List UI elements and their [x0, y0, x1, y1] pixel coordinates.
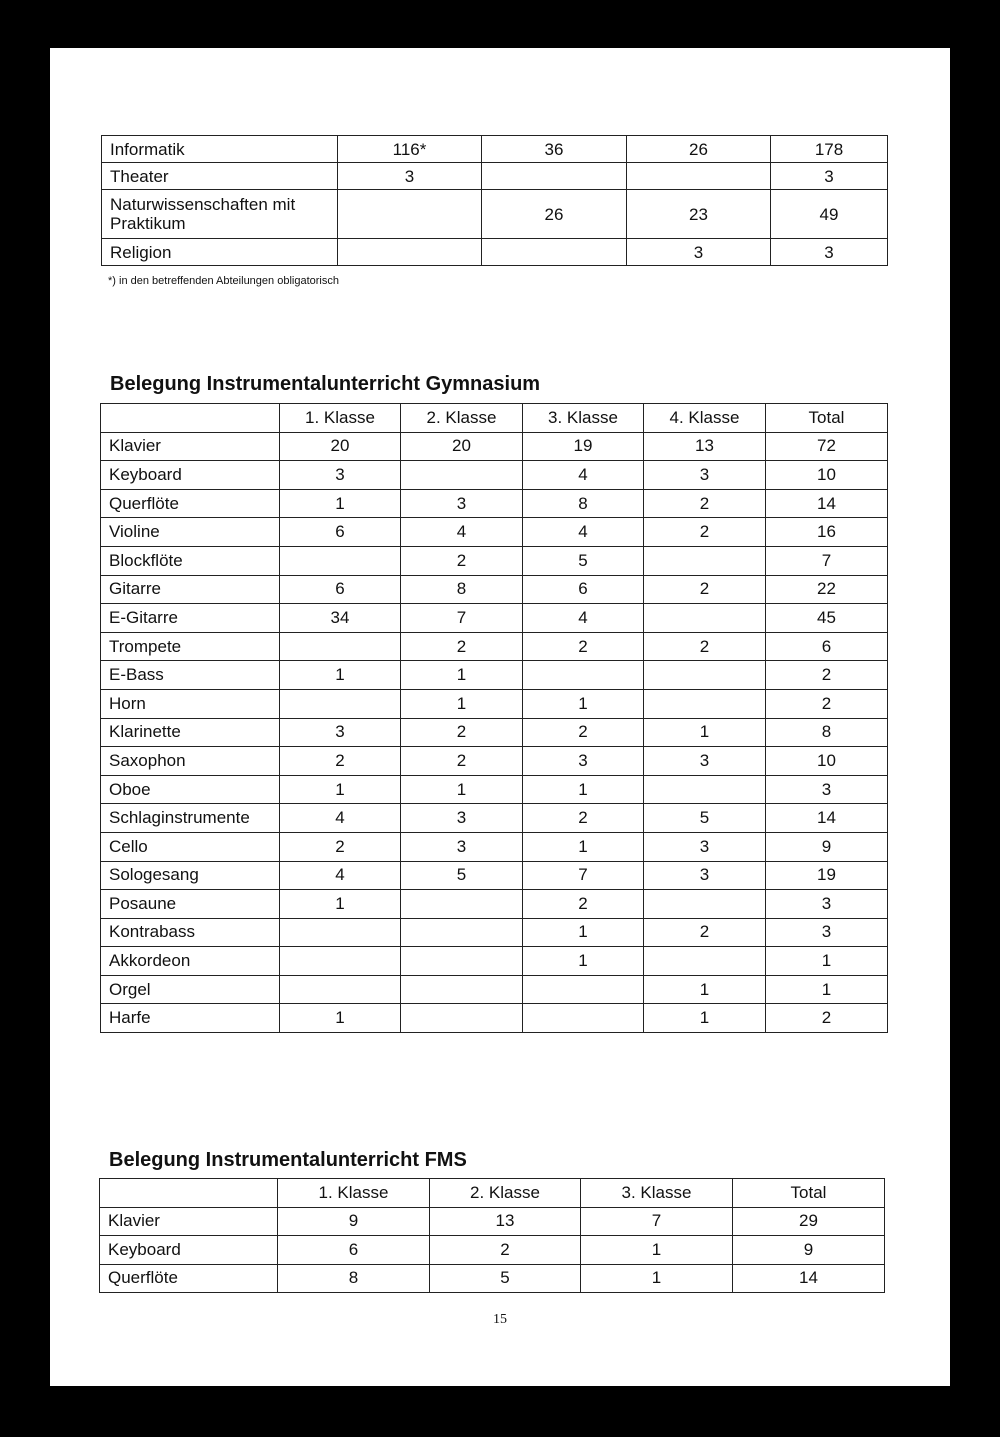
- table-cell: 2: [644, 918, 766, 947]
- table-cell: 7: [766, 546, 888, 575]
- table-row: [101, 832, 888, 861]
- table-cell: 45: [766, 604, 888, 633]
- table-cell: 3: [627, 239, 771, 266]
- table-cell: 36: [482, 136, 627, 163]
- row-label: Harfe: [101, 1004, 280, 1033]
- document-page: [50, 48, 950, 1386]
- table-cell: 20: [401, 432, 523, 461]
- row-label: Querflöte: [100, 1264, 278, 1293]
- table-cell: 9: [733, 1236, 885, 1265]
- table-row: [101, 604, 888, 633]
- row-label: Klavier: [101, 432, 280, 461]
- table-cell: 3: [523, 747, 644, 776]
- row-label: Theater: [102, 163, 338, 190]
- column-header: 3. Klasse: [523, 404, 644, 433]
- table-cell: 5: [401, 861, 523, 890]
- header-row: [101, 404, 888, 433]
- row-label: Keyboard: [101, 461, 280, 490]
- row-label: Orgel: [101, 975, 280, 1004]
- table-cell: 3: [401, 832, 523, 861]
- table-cell: 1: [523, 918, 644, 947]
- table-cell: 26: [627, 136, 771, 163]
- table-cell: 2: [430, 1236, 581, 1265]
- column-header: 1. Klasse: [278, 1179, 430, 1208]
- table-cell: 49: [771, 190, 888, 239]
- table-cell: 2: [401, 546, 523, 575]
- gymnasium-instrument-table: [100, 403, 888, 1033]
- table-cell: 3: [644, 832, 766, 861]
- elective-subjects-table: [101, 135, 888, 266]
- table-cell: 1: [280, 489, 401, 518]
- table-cell: 1: [280, 1004, 401, 1033]
- footnote: *) in den betreffenden Abteilungen obligatorisch: [108, 275, 339, 287]
- table-row: [101, 947, 888, 976]
- table-cell: 8: [523, 489, 644, 518]
- table-cell: 20: [280, 432, 401, 461]
- table-cell: 3: [644, 461, 766, 490]
- page-number: 15: [493, 1312, 507, 1327]
- table-cell: [401, 461, 523, 490]
- table-cell: 6: [523, 575, 644, 604]
- column-header: 4. Klasse: [644, 404, 766, 433]
- table-row: [101, 890, 888, 919]
- row-label: Religion: [102, 239, 338, 266]
- table-row: [101, 718, 888, 747]
- column-header: 1. Klasse: [280, 404, 401, 433]
- table-cell: 1: [523, 689, 644, 718]
- table-cell: 3: [766, 918, 888, 947]
- table-cell: 22: [766, 575, 888, 604]
- table-cell: 3: [766, 775, 888, 804]
- table-row: [101, 775, 888, 804]
- table-cell: 7: [401, 604, 523, 633]
- table-row: [101, 461, 888, 490]
- table-cell: 116*: [338, 136, 482, 163]
- table-cell: [644, 775, 766, 804]
- table-cell: [401, 918, 523, 947]
- table-cell: 2: [644, 632, 766, 661]
- table-row: [101, 689, 888, 718]
- table-cell: 1: [644, 1004, 766, 1033]
- table-cell: 14: [733, 1264, 885, 1293]
- table-cell: 4: [523, 518, 644, 547]
- table-cell: 14: [766, 804, 888, 833]
- table-cell: 4: [280, 804, 401, 833]
- table-cell: 4: [401, 518, 523, 547]
- table-cell: 178: [771, 136, 888, 163]
- table-cell: [280, 546, 401, 575]
- table-cell: 7: [581, 1207, 733, 1236]
- table-cell: 2: [644, 489, 766, 518]
- table-cell: 5: [523, 546, 644, 575]
- column-header: 2. Klasse: [401, 404, 523, 433]
- table-cell: 1: [401, 689, 523, 718]
- table-cell: 72: [766, 432, 888, 461]
- row-label: Klarinette: [101, 718, 280, 747]
- row-label: Naturwissenschaften mit Praktikum: [102, 190, 338, 239]
- table-cell: 1: [581, 1236, 733, 1265]
- table-cell: 6: [278, 1236, 430, 1265]
- table-cell: [644, 546, 766, 575]
- table-cell: [401, 1004, 523, 1033]
- table-cell: 3: [771, 239, 888, 266]
- row-label: Kontrabass: [101, 918, 280, 947]
- table-cell: 2: [401, 747, 523, 776]
- row-label: Cello: [101, 832, 280, 861]
- table-cell: 3: [644, 747, 766, 776]
- table-row: [101, 661, 888, 690]
- row-label: Posaune: [101, 890, 280, 919]
- table-cell: 3: [280, 718, 401, 747]
- fms-table-title: Belegung Instrumentalunterricht FMS: [109, 1149, 467, 1171]
- table-cell: 2: [523, 890, 644, 919]
- table-cell: [280, 975, 401, 1004]
- header-corner-cell: [101, 404, 280, 433]
- table-row: [100, 1264, 885, 1293]
- column-header: 2. Klasse: [430, 1179, 581, 1208]
- table-cell: 1: [523, 947, 644, 976]
- row-label: Horn: [101, 689, 280, 718]
- table-cell: 1: [523, 832, 644, 861]
- table-cell: 1: [581, 1264, 733, 1293]
- table-cell: 10: [766, 461, 888, 490]
- table-cell: 3: [401, 489, 523, 518]
- table-cell: 2: [766, 689, 888, 718]
- table-cell: 3: [280, 461, 401, 490]
- table-cell: 2: [766, 1004, 888, 1033]
- table-cell: [523, 661, 644, 690]
- row-label: Querflöte: [101, 489, 280, 518]
- table-cell: 4: [523, 461, 644, 490]
- table-row: [101, 804, 888, 833]
- table-cell: 2: [401, 718, 523, 747]
- row-label: Saxophon: [101, 747, 280, 776]
- gymnasium-table-title: Belegung Instrumentalunterricht Gymnasium: [110, 373, 541, 395]
- table-cell: 19: [523, 432, 644, 461]
- table-cell: 3: [338, 163, 482, 190]
- table-cell: 14: [766, 489, 888, 518]
- header-row: [100, 1179, 885, 1208]
- table-row: [101, 632, 888, 661]
- table-row: [101, 747, 888, 776]
- row-label: Oboe: [101, 775, 280, 804]
- table-cell: 3: [771, 163, 888, 190]
- table-cell: 2: [523, 804, 644, 833]
- table-cell: 9: [766, 832, 888, 861]
- table-cell: 4: [523, 604, 644, 633]
- row-label: E-Bass: [101, 661, 280, 690]
- row-label: Gitarre: [101, 575, 280, 604]
- table-cell: [644, 947, 766, 976]
- column-header: Total: [766, 404, 888, 433]
- table-cell: [644, 661, 766, 690]
- table-row: [102, 136, 888, 163]
- table-cell: [482, 239, 627, 266]
- table-cell: 7: [523, 861, 644, 890]
- table-cell: 5: [644, 804, 766, 833]
- fms-instrument-table: [99, 1178, 885, 1293]
- table-cell: [627, 163, 771, 190]
- table-cell: [644, 689, 766, 718]
- table-cell: [401, 890, 523, 919]
- table-row: [101, 1004, 888, 1033]
- table-cell: 3: [401, 804, 523, 833]
- table-cell: 1: [644, 975, 766, 1004]
- row-label: Blockflöte: [101, 546, 280, 575]
- table-cell: 2: [644, 518, 766, 547]
- table-cell: 1: [280, 661, 401, 690]
- row-label: Trompete: [101, 632, 280, 661]
- table-cell: 1: [644, 718, 766, 747]
- row-label: Violine: [101, 518, 280, 547]
- table-cell: [644, 890, 766, 919]
- table-cell: 34: [280, 604, 401, 633]
- header-corner-cell: [100, 1179, 278, 1208]
- table-row: [101, 975, 888, 1004]
- table-cell: 1: [401, 661, 523, 690]
- table-row: [101, 432, 888, 461]
- row-label: Klavier: [100, 1207, 278, 1236]
- table-cell: 16: [766, 518, 888, 547]
- table-cell: 1: [523, 775, 644, 804]
- table-cell: [401, 947, 523, 976]
- table-row: [101, 546, 888, 575]
- table-cell: 19: [766, 861, 888, 890]
- row-label: Informatik: [102, 136, 338, 163]
- table-cell: 23: [627, 190, 771, 239]
- column-header: 3. Klasse: [581, 1179, 733, 1208]
- table-cell: [644, 604, 766, 633]
- table-cell: 2: [644, 575, 766, 604]
- table-cell: 2: [280, 747, 401, 776]
- table-cell: 6: [280, 518, 401, 547]
- row-label: Akkordeon: [101, 947, 280, 976]
- table-row: [101, 918, 888, 947]
- table-cell: [338, 239, 482, 266]
- table-cell: 6: [280, 575, 401, 604]
- table-cell: 1: [280, 775, 401, 804]
- table-cell: [280, 689, 401, 718]
- table-cell: 3: [644, 861, 766, 890]
- row-label: Schlaginstrumente: [101, 804, 280, 833]
- row-label: Sologesang: [101, 861, 280, 890]
- table-cell: 9: [278, 1207, 430, 1236]
- table-row: [102, 190, 888, 239]
- table-cell: 13: [430, 1207, 581, 1236]
- row-label: Keyboard: [100, 1236, 278, 1265]
- table-cell: 2: [766, 661, 888, 690]
- table-cell: 8: [401, 575, 523, 604]
- table-cell: 8: [766, 718, 888, 747]
- table-cell: [482, 163, 627, 190]
- table-cell: [280, 918, 401, 947]
- column-header: Total: [733, 1179, 885, 1208]
- table-cell: 26: [482, 190, 627, 239]
- table-cell: 2: [280, 832, 401, 861]
- table-cell: 10: [766, 747, 888, 776]
- table-cell: 2: [401, 632, 523, 661]
- table-cell: [523, 1004, 644, 1033]
- table-cell: [280, 632, 401, 661]
- table-row: [102, 163, 888, 190]
- table-row: [102, 239, 888, 266]
- table-cell: 6: [766, 632, 888, 661]
- table-cell: 8: [278, 1264, 430, 1293]
- table-row: [101, 575, 888, 604]
- table-cell: [338, 190, 482, 239]
- table-cell: 1: [766, 975, 888, 1004]
- table-cell: [523, 975, 644, 1004]
- table-cell: [280, 947, 401, 976]
- table-cell: 5: [430, 1264, 581, 1293]
- table-cell: [401, 975, 523, 1004]
- table-row: [101, 861, 888, 890]
- table-cell: 1: [766, 947, 888, 976]
- table-cell: 1: [401, 775, 523, 804]
- table-row: [101, 489, 888, 518]
- table-cell: 1: [280, 890, 401, 919]
- table-row: [100, 1207, 885, 1236]
- table-cell: 3: [766, 890, 888, 919]
- row-label: E-Gitarre: [101, 604, 280, 633]
- table-cell: 2: [523, 718, 644, 747]
- table-cell: 13: [644, 432, 766, 461]
- table-row: [100, 1236, 885, 1265]
- table-cell: 4: [280, 861, 401, 890]
- table-cell: 29: [733, 1207, 885, 1236]
- table-cell: 2: [523, 632, 644, 661]
- table-row: [101, 518, 888, 547]
